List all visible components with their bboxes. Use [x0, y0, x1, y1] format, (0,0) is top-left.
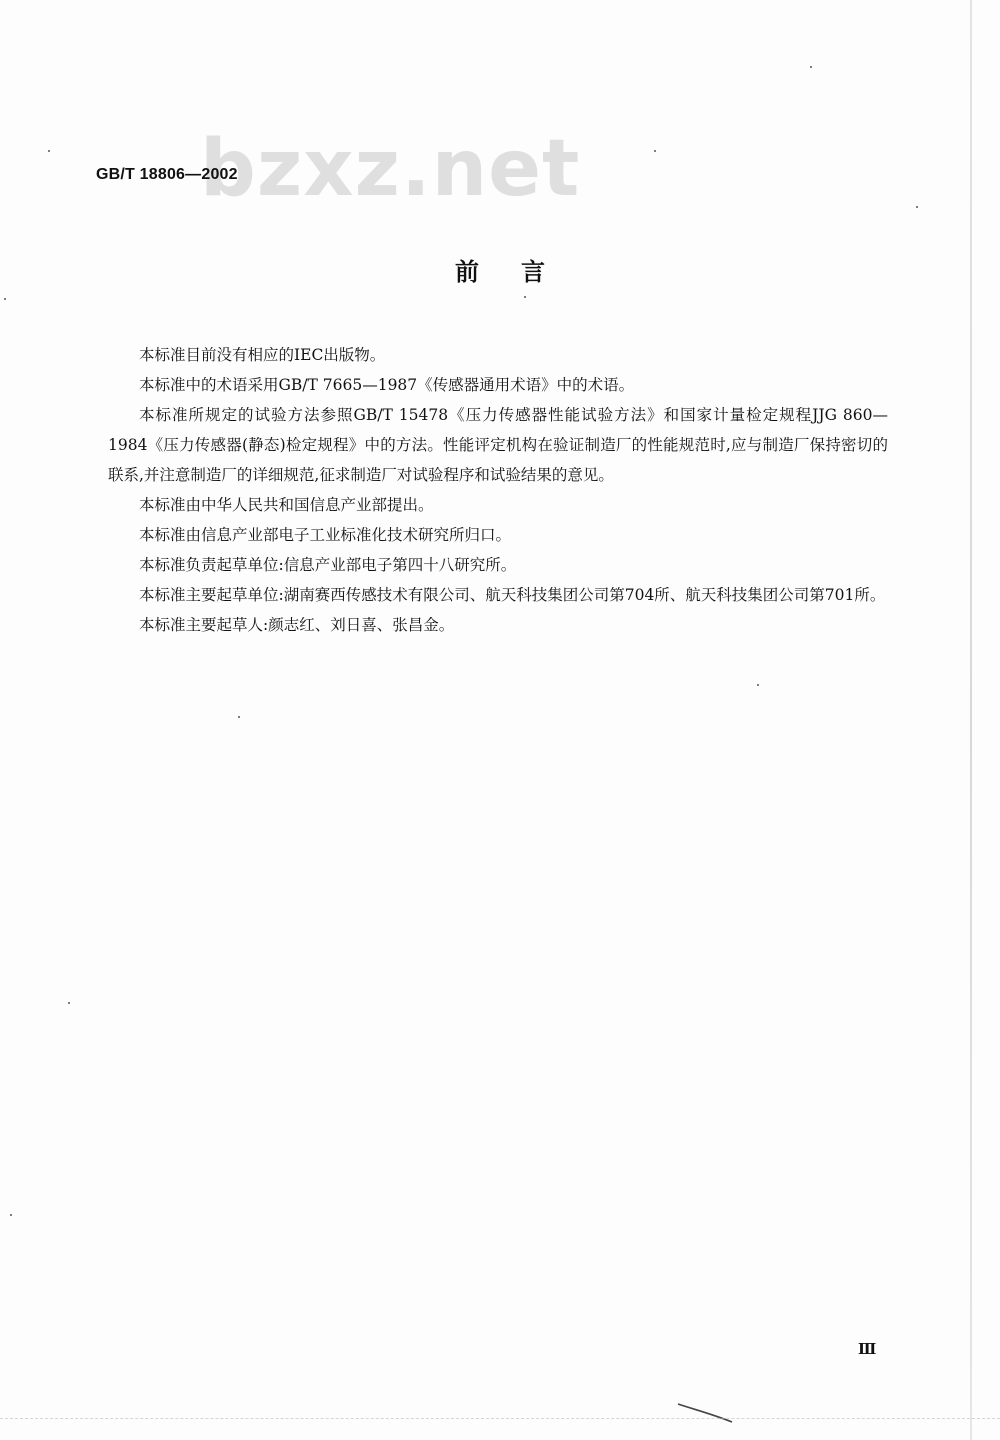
paragraph: 本标准由中华人民共和国信息产业部提出。	[139, 496, 434, 514]
scan-speck	[10, 1214, 12, 1216]
paragraph: 本标准由信息产业部电子工业标准化技术研究所归口。	[139, 526, 512, 544]
scan-edge-shadow	[970, 0, 972, 1440]
scan-speck	[524, 296, 526, 298]
standard-code: GB/T 18806—2002	[96, 166, 238, 183]
scan-speck	[757, 684, 759, 686]
scan-speck	[68, 1002, 70, 1004]
paragraph: 本标准中的术语采用GB/T 7665—1987《传感器通用术语》中的术语。	[139, 376, 635, 394]
paragraph: 本标准主要起草人:颜志红、刘日喜、张昌金。	[139, 616, 455, 634]
scan-speck	[48, 150, 50, 152]
paragraph: 本标准所规定的试验方法参照GB/T 15478《压力传感器性能试验方法》和国家计量检定规程JJG 860—1984《压力传感器(静态)检定规程》中的方法。性能评定机构在验证制造厂的性能规范时,应与制造厂保持密切的联系,并注意制造厂的详细规范,征求制造厂对试验程序和试验结果的意见。	[108, 406, 888, 484]
scan-speck	[4, 298, 6, 300]
scan-speck	[238, 716, 240, 718]
foreword-body	[108, 340, 888, 640]
scan-speck	[916, 206, 918, 208]
page-number: Ⅲ	[858, 1340, 877, 1358]
section-heading: 前言	[455, 258, 587, 286]
scan-bottom-noise	[0, 1418, 1000, 1423]
scan-speck	[654, 150, 656, 152]
watermark-text: bzxz.net	[200, 124, 581, 214]
paragraph: 本标准负责起草单位:信息产业部电子第四十八研究所。	[139, 556, 517, 574]
paragraph: 本标准主要起草单位:湖南赛西传感技术有限公司、航天科技集团公司第704所、航天科技集团公司第701所。	[139, 586, 886, 604]
scan-speck	[810, 66, 812, 68]
paragraph: 本标准目前没有相应的IEC出版物。	[139, 346, 386, 364]
